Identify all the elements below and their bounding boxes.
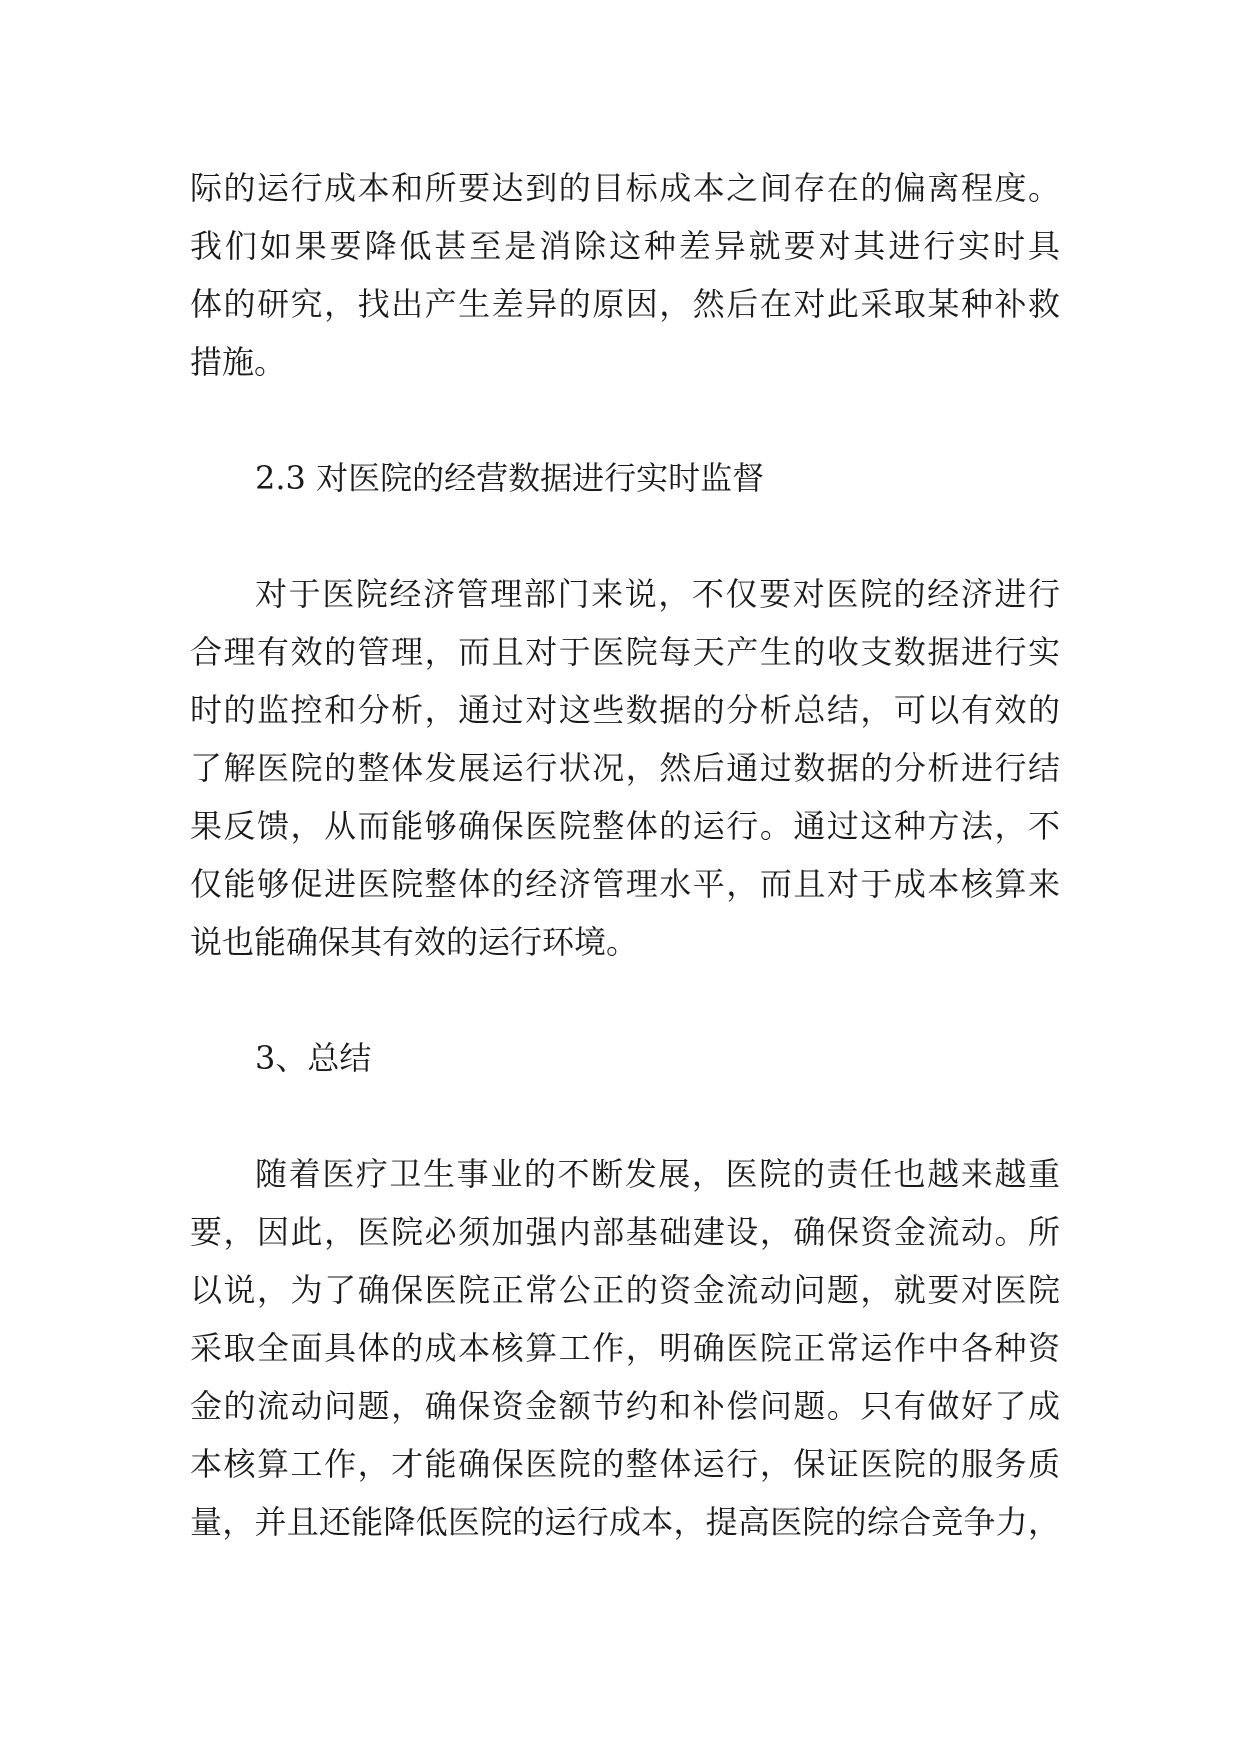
paragraph-line: 际的运行成本和所要达到的目标成本之间存在的偏离程度。 [190, 169, 1060, 207]
paragraph-line: 对于医院经济管理部门来说，不仅要对医院的经济进行 [255, 575, 1060, 613]
paragraph-line: 我们如果要降低甚至是消除这种差异就要对其进行实时具 [190, 227, 1060, 265]
paragraph-line: 以说，为了确保医院正常公正的资金流动问题，就要对医院 [190, 1271, 1060, 1309]
paragraph-line: 合理有效的管理，而且对于医院每天产生的收支数据进行实 [190, 633, 1060, 671]
paragraph-line: 量，并且还能降低医院的运行成本，提高医院的综合竞争力， [190, 1503, 1060, 1541]
paragraph-line: 本核算工作，才能确保医院的整体运行，保证医院的服务质 [190, 1445, 1060, 1483]
section-heading: 3、总结 [255, 1039, 372, 1077]
paragraph-line: 体的研究，找出产生差异的原因，然后在对此采取某种补救 [190, 285, 1060, 323]
paragraph-line: 金的流动问题，确保资金额节约和补偿问题。只有做好了成 [190, 1387, 1060, 1425]
paragraph-line: 措施。 [190, 343, 287, 381]
paragraph-line: 仅能够促进医院整体的经济管理水平，而且对于成本核算来 [190, 865, 1060, 903]
paragraph-line: 采取全面具体的成本核算工作，明确医院正常运作中各种资 [190, 1329, 1060, 1367]
paragraph-line: 时的监控和分析，通过对这些数据的分析总结，可以有效的 [190, 691, 1060, 729]
section-heading: 2.3 对医院的经营数据进行实时监督 [255, 459, 765, 497]
paragraph-line: 随着医疗卫生事业的不断发展，医院的责任也越来越重 [255, 1155, 1060, 1193]
paragraph-line: 了解医院的整体发展运行状况，然后通过数据的分析进行结 [190, 749, 1060, 787]
paragraph-line: 说也能确保其有效的运行环境。 [190, 923, 639, 961]
paragraph-line: 要，因此，医院必须加强内部基础建设，确保资金流动。所 [190, 1213, 1060, 1251]
paragraph-line: 果反馈，从而能够确保医院整体的运行。通过这种方法，不 [190, 807, 1060, 845]
